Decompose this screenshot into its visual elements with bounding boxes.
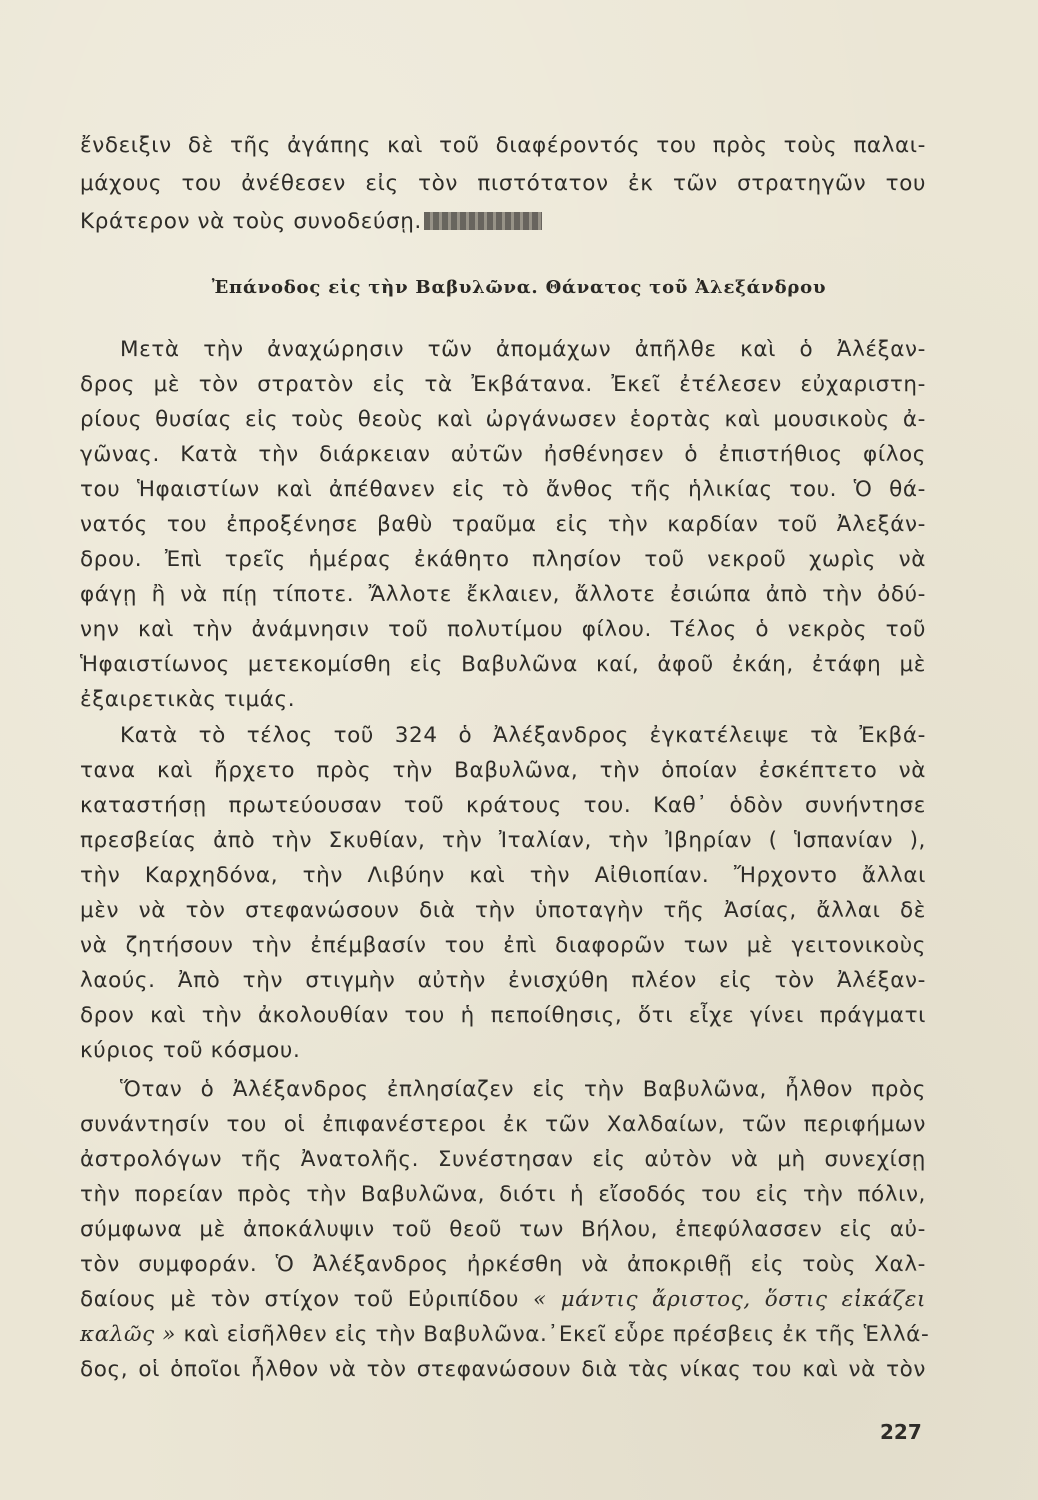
text-line: νην καὶ τὴν ἀνάμνησιν τοῦ πολυτίμου φίλου. Τέλος ὁ νεκρὸς τοῦ — [80, 617, 926, 642]
text-line: ρίους θυσίας εἰς τοὺς θεοὺς καὶ ὠργάνωσεν ἑορτὰς καὶ μουσικοὺς ἀ- — [80, 407, 926, 432]
text-line: δρον καὶ τὴν ἀκολουθίαν του ἡ πεποίθησις, ὅτι εἶχε γίνει πράγματι — [80, 1003, 926, 1028]
text-line: Μετὰ τὴν ἀναχώρησιν τῶν ἀπομάχων ἀπῆλθε καὶ ὁ Ἀλέξαν- — [120, 337, 926, 362]
text-line: δρου. Ἐπὶ τρεῖς ἡμέρας ἐκάθητο πλησίον τοῦ νεκροῦ χωρὶς νὰ — [80, 547, 926, 572]
page-number: 227 — [880, 1420, 922, 1444]
text-line — [80, 206, 542, 238]
text-line: Ἡφαιστίωνος μετεκομίσθη εἰς Βαβυλῶνα καί, ἀφοῦ ἐκάη, ἐτάφη μὲ — [80, 652, 926, 677]
text-line: ἐξαιρετικὰς τιμάς. — [80, 687, 296, 712]
text-line: σύμφωνα μὲ ἀποκάλυψιν τοῦ θεοῦ των Βήλου, ἐπεφύλασσεν εἰς αὐ- — [80, 1217, 926, 1242]
euripides-quote: « μάντις ἄριστος, ὅστις εἰκάζει — [532, 1287, 926, 1312]
text-span: δαίους μὲ τὸν στίχον τοῦ Εὐριπίδου — [80, 1287, 520, 1312]
text-line: δρος μὲ τὸν στρατὸν εἰς τὰ Ἐκβάτανα. Ἐκεῖ ἐτέλεσεν εὐχαριστη- — [80, 372, 926, 397]
text-line: πρεσβείας ἀπὸ τὴν Σκυθίαν, τὴν Ἰταλίαν, τὴν Ἰβηρίαν ( Ἱσπανίαν ), — [80, 828, 926, 853]
text-line: του Ἡφαιστίων καὶ ἀπέθανεν εἰς τὸ ἄνθος τῆς ἡλικίας του. Ὁ θά- — [80, 477, 926, 502]
text-line: μάχους του ἀνέθεσεν εἰς τὸν πιστότατον ἐκ τῶν στρατηγῶν του — [80, 171, 926, 196]
text-line: τὴν Καρχηδόνα, τὴν Λιβύην καὶ τὴν Αἰθιοπίαν. Ἤρχοντο ἄλλαι — [80, 863, 926, 888]
text-line: τὴν πορείαν πρὸς τὴν Βαβυλῶνα, διότι ἡ εἴσοδός του εἰς τὴν πόλιν, — [80, 1182, 926, 1207]
text-line: γῶνας. Κατὰ τὴν διάρκειαν αὐτῶν ἠσθένησεν ὁ ἐπιστήθιος φίλος — [80, 442, 926, 467]
euripides-quote-end: καλῶς » — [80, 1322, 177, 1347]
text-line: νὰ ζητήσουν τὴν ἐπέμβασίν του ἐπὶ διαφορῶν των μὲ γειτονικοὺς — [80, 933, 926, 958]
text-span: Κράτερον νὰ τοὺς συνοδεύσῃ. — [80, 209, 422, 234]
text-line: λαούς. Ἀπὸ τὴν στιγμὴν αὐτὴν ἐνισχύθη πλέον εἰς τὸν Ἀλέξαν- — [80, 968, 926, 993]
text-line: δος, οἱ ὁποῖοι ἦλθον νὰ τὸν στεφανώσουν διὰ τὰς νίκας του καὶ νὰ τὸν — [80, 1357, 926, 1382]
text-line: Ὅταν ὁ Ἀλέξανδρος ἐπλησίαζεν εἰς τὴν Βαβυλῶνα, ἦλθον πρὸς — [120, 1077, 926, 1102]
text-line: νατός του ἐπροξένησε βαθὺ τραῦμα εἰς τὴν καρδίαν τοῦ Ἀλεξάν- — [80, 512, 926, 537]
text-line: τὸν συμφοράν. Ὁ Ἀλέξανδρος ἠρκέσθη νὰ ἀποκριθῇ εἰς τοὺς Χαλ- — [80, 1252, 926, 1277]
text-line — [80, 1284, 926, 1316]
text-line: καταστήσῃ πρωτεύουσαν τοῦ κράτους του. Καθ᾽ ὁδὸν συνήντησε — [80, 793, 926, 818]
text-line: ἔνδειξιν δὲ τῆς ἀγάπης καὶ τοῦ διαφέροντός του πρὸς τοὺς παλαι- — [80, 133, 926, 158]
text-line: ἀστρολόγων τῆς Ἀνατολῆς. Συνέστησαν εἰς αὐτὸν νὰ μὴ συνεχίσῃ — [80, 1147, 926, 1172]
ink-smudge-mark — [424, 212, 542, 230]
section-heading: Ἐπάνοδος εἰς τὴν Βαβυλῶνα. Θάνατος τοῦ Ἀλεξάνδρου — [211, 277, 827, 298]
text-line — [80, 1319, 930, 1351]
text-line: κύριος τοῦ κόσμου. — [80, 1038, 301, 1063]
text-line: μὲν νὰ τὸν στεφανώσουν διὰ τὴν ὑποταγὴν τῆς Ἀσίας, ἄλλαι δὲ — [80, 898, 926, 923]
text-line: φάγῃ ἢ νὰ πίῃ τίποτε. Ἄλλοτε ἔκλαιεν, ἄλλοτε ἐσιώπα ἀπὸ τὴν ὀδύ- — [80, 582, 926, 607]
text-line: Κατὰ τὸ τέλος τοῦ 324 ὁ Ἀλέξανδρος ἐγκατέλειψε τὰ Ἐκβά- — [120, 723, 926, 748]
text-line: τανα καὶ ἤρχετο πρὸς τὴν Βαβυλῶνα, τὴν ὁποίαν ἐσκέπτετο νὰ — [80, 758, 926, 783]
text-span: καὶ εἰσῆλθεν εἰς τὴν Βαβυλῶνα.᾽Εκεῖ εὗρε πρέσβεις ἐκ τῆς Ἑλλά- — [183, 1322, 930, 1347]
text-line: συνάντησίν του οἱ ἐπιφανέστεροι ἐκ τῶν Χαλδαίων, τῶν περιφήμων — [80, 1112, 926, 1137]
